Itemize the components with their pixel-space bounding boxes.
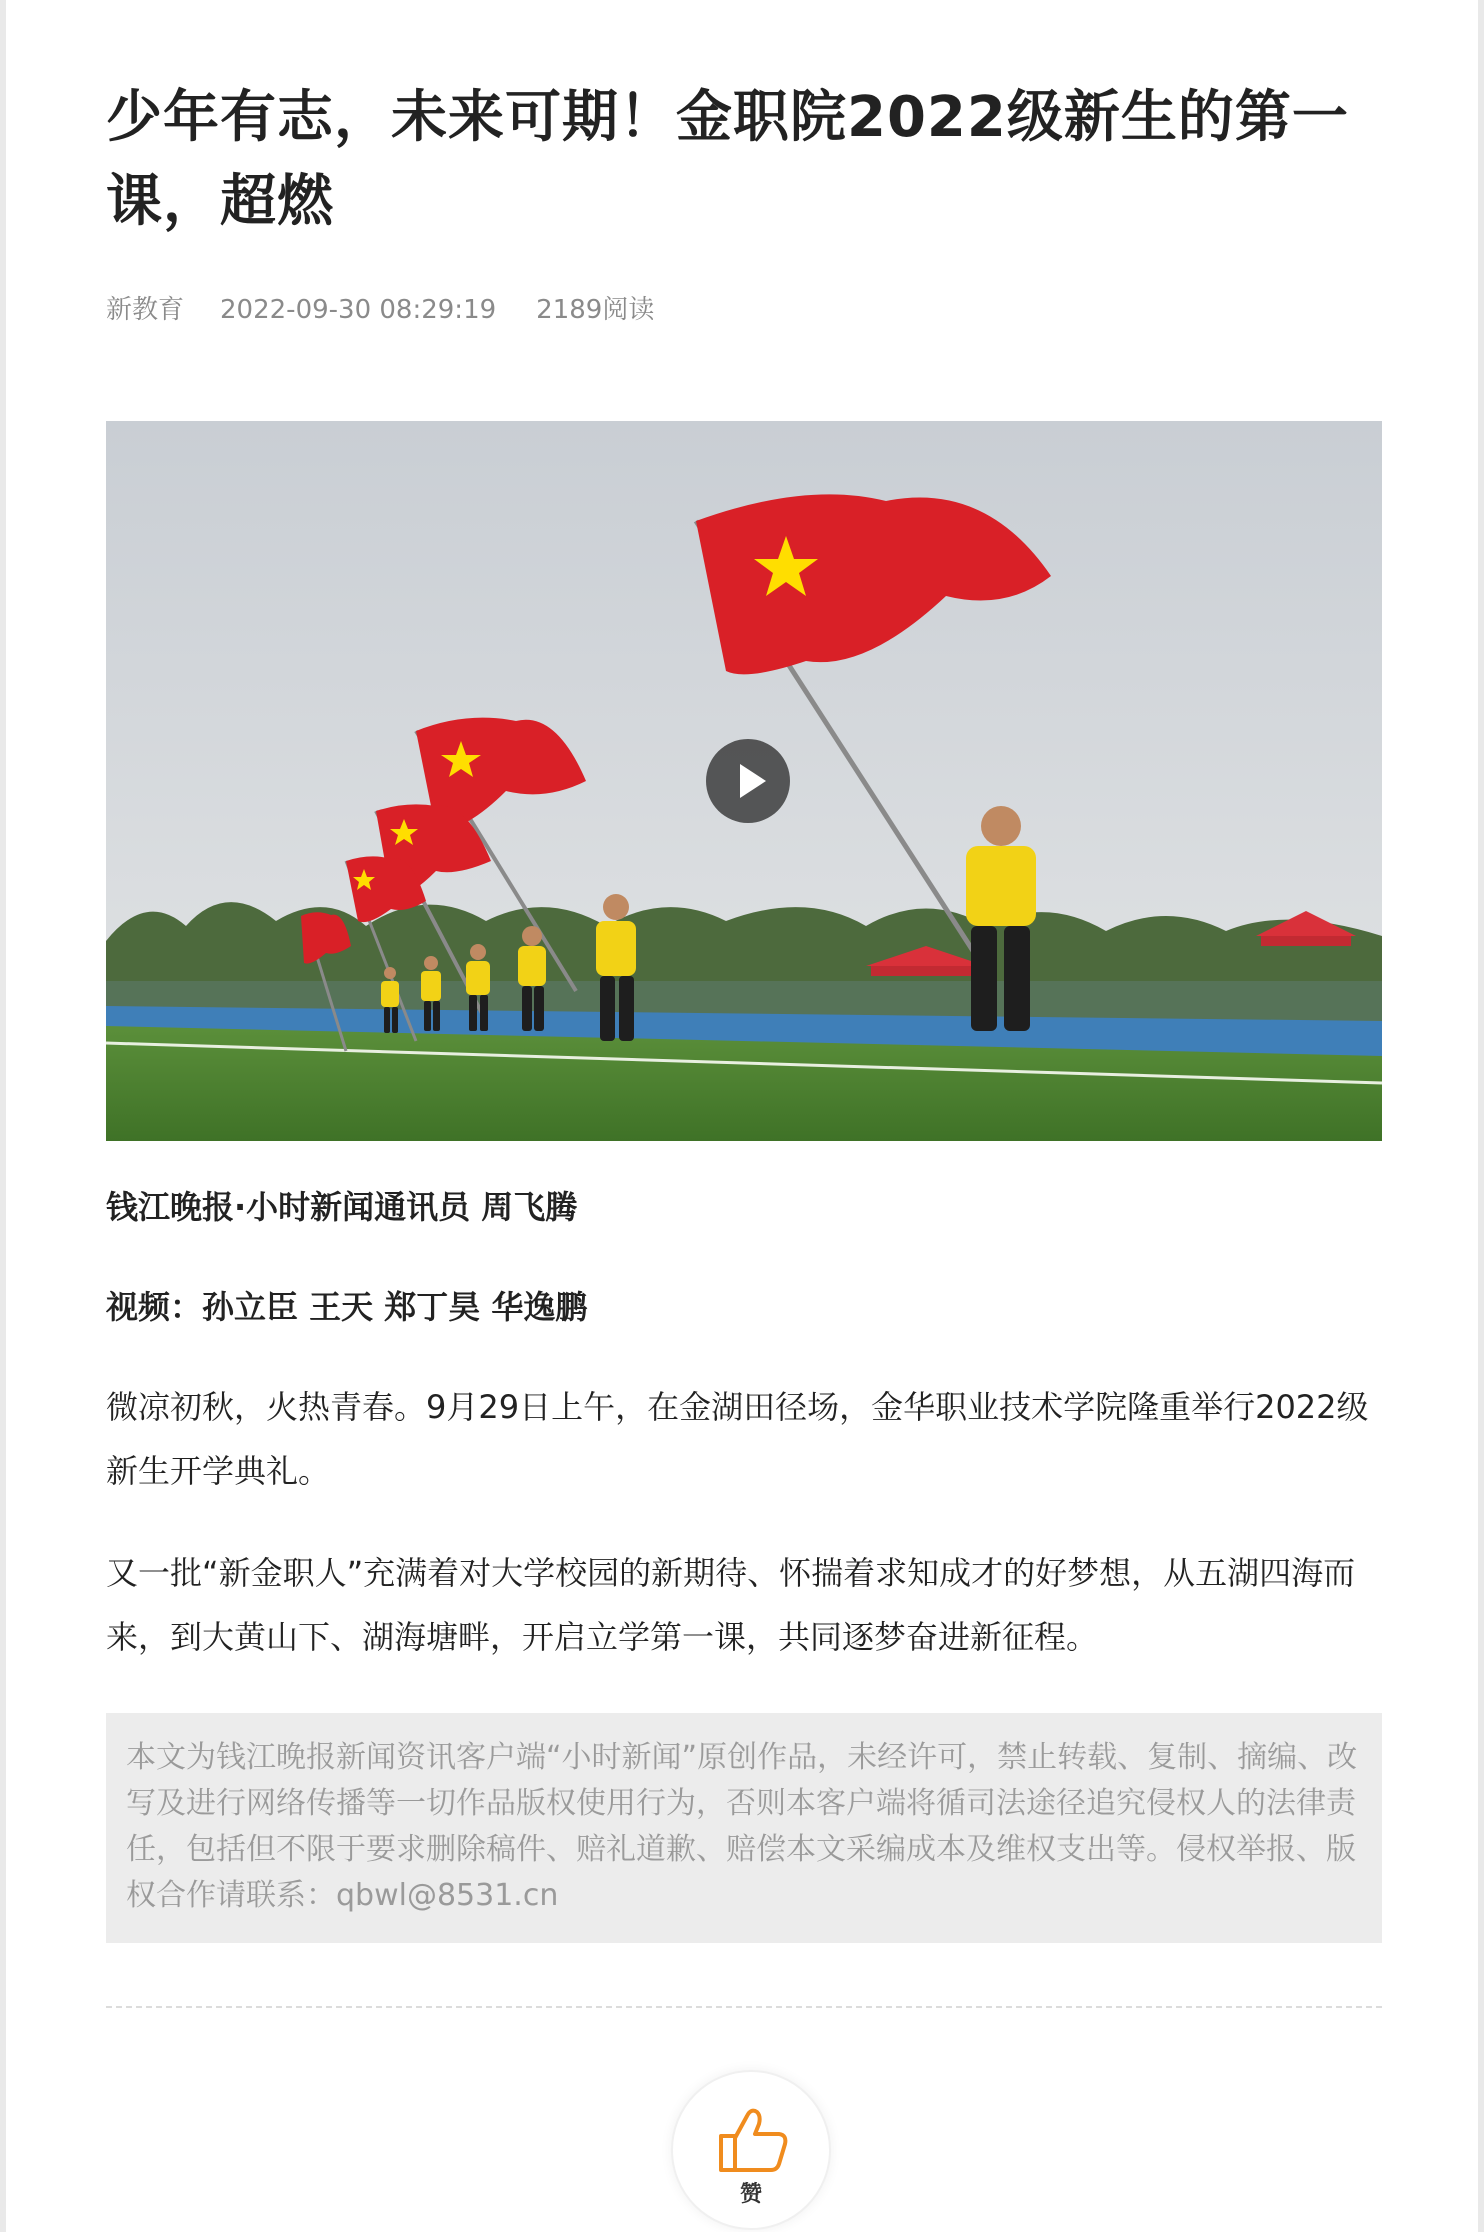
video-player[interactable] — [106, 421, 1382, 1141]
article-read-count: 2189阅读 — [536, 295, 655, 325]
article-title: 少年有志，未来可期！金职院2022级新生的第一课，超燃 — [106, 85, 1349, 234]
like-label: 赞 — [739, 2182, 762, 2207]
article-time: 2022-09-30 08:29:19 — [220, 295, 497, 325]
body-paragraph: 又一批“新金职人”充满着对大学校园的新期待、怀揣着求知成才的好梦想，从五湖四海而来，到大黄山下、湖海塘畔，开启立学第一课，共同逐梦奋进新征程。 — [106, 1554, 1356, 1656]
thumbs-up-icon — [717, 2104, 789, 2174]
reporter-credit: 钱江晚报·小时新闻通讯员 周飞腾 — [106, 1188, 578, 1226]
like-button[interactable] — [671, 2070, 831, 2230]
copyright-notice: 本文为钱江晚报新闻资讯客户端“小时新闻”原创作品，未经许可，禁止转载、复制、摘编、改写及进行网络传播等一切作品版权使用行为，否则本客户端将循司法途径追究侵权人的法律责任，包括但不限于要求删除稿件、赔礼道歉、赔偿本文采编成本及维权支出等。侵权举报、版权合作请联系：qbwl@8531.cn — [106, 1713, 1382, 1943]
body-paragraph: 微凉初秋，火热青春。9月29日上午，在金湖田径场，金华职业技术学院隆重举行2022级新生开学典礼。 — [106, 1388, 1369, 1490]
video-credit: 视频：孙立臣 王天 郑丁昊 华逸鹏 — [106, 1288, 588, 1326]
article-page — [6, 0, 1478, 2232]
article-source[interactable]: 新教育 — [106, 295, 185, 325]
article-meta — [106, 290, 690, 330]
divider — [106, 2006, 1382, 2008]
play-icon[interactable] — [706, 739, 790, 823]
